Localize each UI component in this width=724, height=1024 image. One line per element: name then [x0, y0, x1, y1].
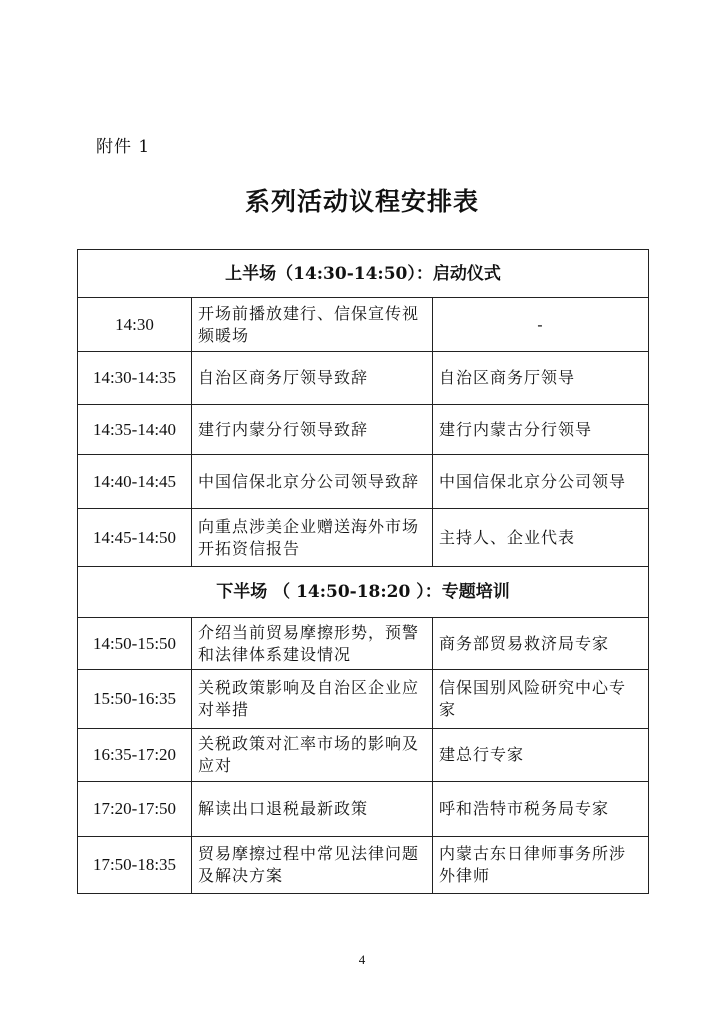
- topic-cell: 中国信保北京分公司领导致辞: [192, 455, 433, 509]
- page-number: 4: [358, 952, 366, 967]
- agenda-table: [77, 249, 649, 894]
- time-cell: 14:40-14:45: [78, 455, 192, 509]
- session-header-row: [78, 567, 649, 618]
- table-row: [78, 670, 649, 729]
- speaker-cell: 内蒙古东日律师事务所涉外律师: [433, 837, 649, 894]
- speaker-cell: 信保国别风险研究中心专家: [433, 670, 649, 729]
- session-header-row: [78, 250, 649, 298]
- table-row: [78, 618, 649, 670]
- speaker-cell: 中国信保北京分公司领导: [433, 455, 649, 509]
- table-row: [78, 455, 649, 509]
- time-cell: 14:45-14:50: [78, 509, 192, 567]
- document-title: 系列活动议程安排表: [244, 187, 479, 216]
- topic-cell: 关税政策影响及自治区企业应对举措: [192, 670, 433, 729]
- time-cell: 15:50-16:35: [78, 670, 192, 729]
- time-cell: 16:35-17:20: [78, 729, 192, 782]
- table-row: [78, 298, 649, 352]
- speaker-cell: 建总行专家: [433, 729, 649, 782]
- topic-cell: 自治区商务厅领导致辞: [192, 352, 433, 405]
- time-cell: 14:30: [78, 298, 192, 352]
- speaker-cell: 呼和浩特市税务局专家: [433, 782, 649, 837]
- speaker-cell: 建行内蒙古分行领导: [433, 405, 649, 455]
- topic-cell: 开场前播放建行、信保宣传视频暖场: [192, 298, 433, 352]
- table-row: [78, 405, 649, 455]
- table-row: [78, 509, 649, 567]
- table-row: [78, 352, 649, 405]
- session-header-first-half: 上半场（14:30-14:50）：启动仪式: [78, 250, 649, 298]
- speaker-cell: 自治区商务厅领导: [433, 352, 649, 405]
- topic-cell: 向重点涉美企业赠送海外市场开拓资信报告: [192, 509, 433, 567]
- speaker-cell: 主持人、企业代表: [433, 509, 649, 567]
- time-cell: 17:50-18:35: [78, 837, 192, 894]
- time-cell: 14:30-14:35: [78, 352, 192, 405]
- speaker-cell: -: [433, 298, 649, 352]
- time-cell: 14:50-15:50: [78, 618, 192, 670]
- speaker-cell: 商务部贸易救济局专家: [433, 618, 649, 670]
- time-cell: 17:20-17:50: [78, 782, 192, 837]
- table-row: [78, 837, 649, 894]
- attachment-label: 附件 1: [96, 137, 151, 157]
- table-row: [78, 729, 649, 782]
- topic-cell: 关税政策对汇率市场的影响及应对: [192, 729, 433, 782]
- session-header-second-half: 下半场 （ 14:50-18:20 ）：专题培训: [78, 567, 649, 618]
- table-row: [78, 782, 649, 837]
- topic-cell: 解读出口退税最新政策: [192, 782, 433, 837]
- topic-cell: 贸易摩擦过程中常见法律问题及解决方案: [192, 837, 433, 894]
- topic-cell: 建行内蒙分行领导致辞: [192, 405, 433, 455]
- time-cell: 14:35-14:40: [78, 405, 192, 455]
- topic-cell: 介绍当前贸易摩擦形势，预警和法律体系建设情况: [192, 618, 433, 670]
